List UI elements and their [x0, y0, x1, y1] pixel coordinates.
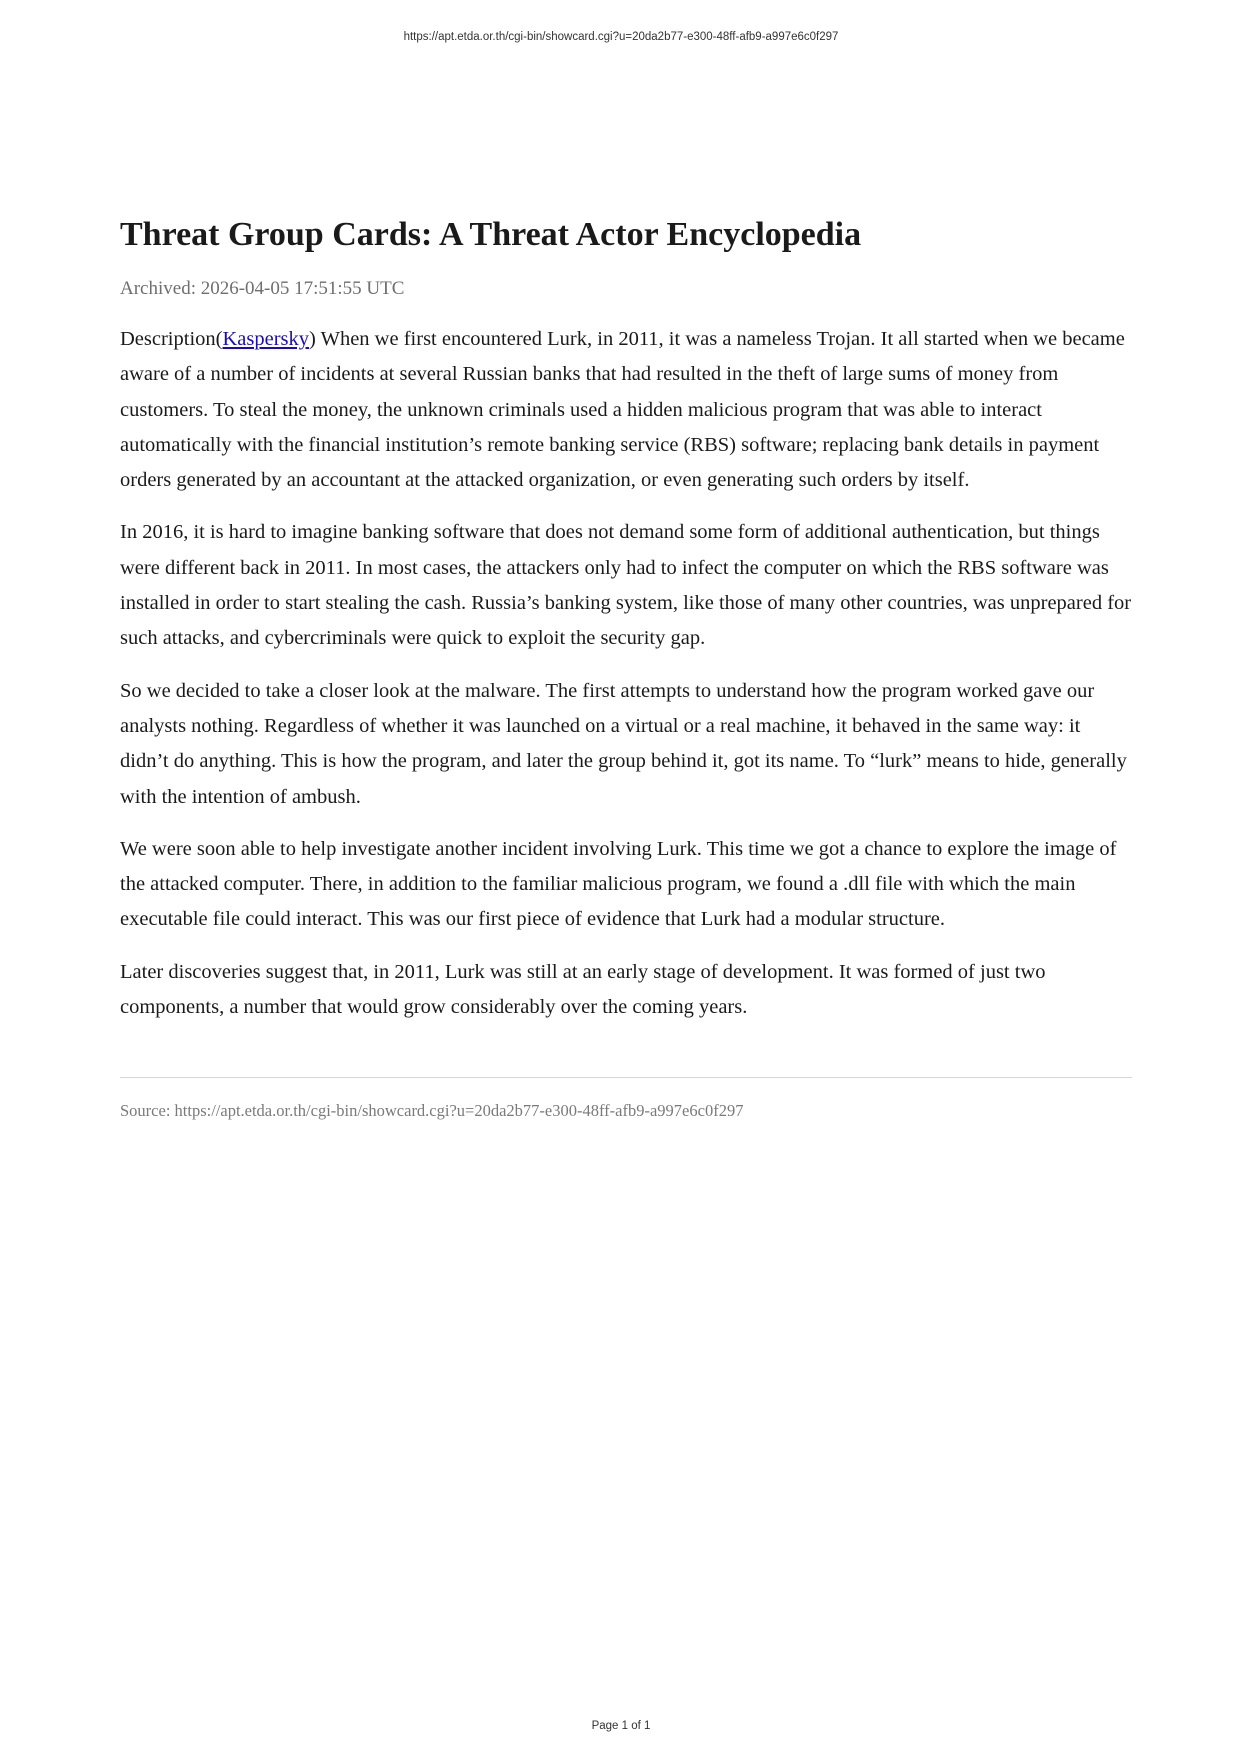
kaspersky-link[interactable]: Kaspersky: [222, 328, 310, 350]
article: [120, 212, 1132, 1122]
page-header-url: https://apt.etda.or.th/cgi-bin/showcard.cgi?u=20da2b77-e300-48ff-afb9-a997e6c0f297: [403, 31, 839, 43]
description-prefix: Description(: [120, 328, 223, 350]
page-number: Page 1 of 1: [591, 1720, 651, 1732]
source-line: Source: https://apt.etda.or.th/cgi-bin/showcard.cgi?u=20da2b77-e300-48ff-afb9-a997e6c0f297: [120, 1101, 744, 1121]
description-paragraph: [120, 322, 1132, 498]
description-text: ) When we first encountered Lurk, in 2011, it was a nameless Trojan. It all started when we became aware of a number of incidents at several Russian banks that had resulted in the theft of large sums of money from customers. To steal the money, the unknown criminals used a hidden malicious program that was able to interact automatically with the financial institution’s remote banking service (RBS) software; replacing bank details in payment orders generated by an accountant at the attacked organization, or even generating such orders by itself.: [120, 328, 1125, 492]
body-paragraph: So we decided to take a closer look at the malware. The first attempts to understand how the program worked gave our analysts nothing. Regardless of whether it was launched on a virtual or a real machine, it behaved in the same way: it didn’t do anything. This is how the program, and later the group behind it, got its name. To “lurk” means to hide, generally with the intention of ambush.: [120, 679, 1127, 808]
body-paragraph: In 2016, it is hard to imagine banking software that does not demand some form of additional authentication, but things were different back in 2011. In most cases, the attackers only had to infect the computer on which the RBS software was installed in order to start stealing the cash. Russia’s banking system, like those of many other countries, was unprepared for such attacks, and cybercriminals were quick to exploit the security gap.: [120, 521, 1132, 650]
body-paragraph: Later discoveries suggest that, in 2011, Lurk was still at an early stage of development. It was formed of just two components, a number that would grow considerably over the coming years.: [120, 960, 1046, 1019]
archived-timestamp: Archived: 2026-04-05 17:51:55 UTC: [120, 278, 405, 299]
source-divider: [120, 1077, 1132, 1078]
body-paragraph: We were soon able to help investigate another incident involving Lurk. This time we got a chance to explore the image of the attacked computer. There, in addition to the familiar malicious program, we found a .dll file with which the main executable file could interact. This was our first piece of evidence that Lurk had a modular structure.: [120, 837, 1117, 931]
page-title: Threat Group Cards: A Threat Actor Encyclopedia: [120, 216, 862, 253]
